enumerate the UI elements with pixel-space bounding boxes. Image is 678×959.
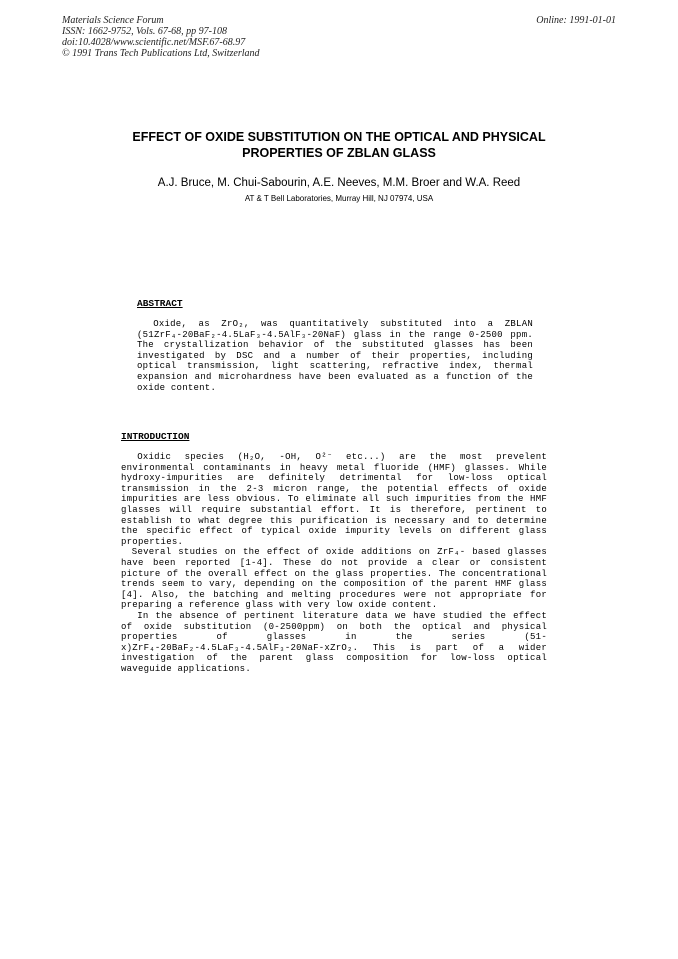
introduction-heading: INTRODUCTION — [121, 431, 190, 442]
copyright-line: © 1991 Trans Tech Publications Ltd, Switzerland — [62, 48, 260, 59]
issn-line: ISSN: 1662-9752, Vols. 67-68, pp 97-108 — [62, 26, 227, 37]
title-line-2: PROPERTIES OF ZBLAN GLASS — [242, 146, 436, 160]
introduction-text — [121, 452, 547, 674]
affiliation: AT & T Bell Laboratories, Murray Hill, NJ 07974, USA — [244, 194, 434, 203]
abstract-heading: ABSTRACT — [137, 298, 183, 309]
doi-line: doi:10.4028/www.scientific.net/MSF.67-68.97 — [62, 37, 246, 48]
abstract-text — [137, 319, 533, 393]
intro-paragraph-3: In the absence of pertinent literature data we have studied the effect of oxide substitution (0-2500ppm) on both the optical and physical properties of glasses in the series (51-x)ZrF₄-20BaF₂-4.5LaF₃-4.5AlF₃-20NaF-xZrO₂. This is part of a wider investigation of the parent glass composition for low-loss optical waveguide applications. — [121, 610, 547, 674]
intro-paragraph-1: Oxidic species (H₂O, -OH, O²⁻ etc...) are the most prevelent environmental contaminants in heavy metal fluoride (HMF) glasses. While hydroxy-impurities are definitely detrimental for low-loss optical transmission in the 2-3 micron range, the potential effects of oxide impurities are less obvious. To eliminate all such impurities from the HMF glasses will require substantial effort. It is therefore, pertinent to establish to what degree this purification is necessary and to determine the specific effect of typical oxide impurity levels on different glass properties. — [121, 452, 547, 547]
abstract-paragraph: Oxide, as ZrO₂, was quantitatively substituted into a ZBLAN (51ZrF₄-20BaF₂-4.5LaF₃-4.5AlF₃-20NaF) glass in the range 0-2500 ppm. The crystallization behavior of the substituted glasses has been investigated by DSC and a number of their properties, including optical transmission, light scattering, refractive index, thermal expansion and microhardness have been evaluated as a function of the oxide content. — [137, 319, 533, 393]
online-date: Online: 1991-01-01 — [536, 15, 616, 26]
intro-paragraph-2: Several studies on the effect of oxide additions on ZrF₄- based glasses have been reported [1-4]. These do not provide a clear or consistent picture of the overall effect on the glass properties. The concentrational trends seem to vary, depending on the composition of the parent HMF glass [4]. Also, the batching and melting procedures were not appropriate for preparing a reference glass with very low oxide content. — [121, 547, 547, 611]
author-list: A.J. Bruce, M. Chui-Sabourin, A.E. Neeves, M.M. Broer and W.A. Reed — [157, 177, 521, 189]
journal-name: Materials Science Forum — [62, 15, 164, 26]
title-line-1: EFFECT OF OXIDE SUBSTITUTION ON THE OPTICAL AND PHYSICAL — [132, 130, 546, 144]
journal-metadata — [62, 15, 260, 59]
paper-title — [100, 129, 578, 161]
